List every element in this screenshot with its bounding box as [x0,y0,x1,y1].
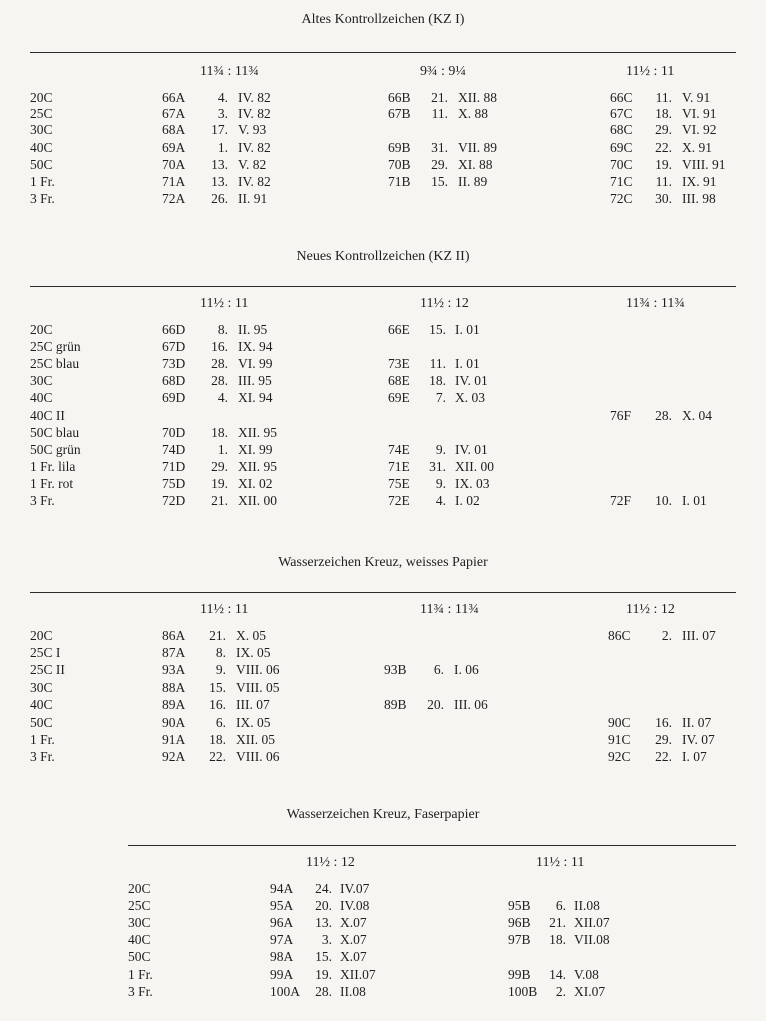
catalog-number: 68E [388,373,410,388]
issue-day: 3. [217,106,228,121]
catalog-number: 72C [610,191,633,206]
catalog-number: 98A [270,949,294,964]
issue-day: 9. [215,662,226,677]
issue-day: 15. [429,322,446,337]
denomination-label: 1 Fr. rot [30,476,74,491]
issue-month-year: XII. 05 [236,732,275,747]
issue-day: 8. [215,645,226,660]
issue-month-year: XI. 02 [238,476,273,491]
catalog-number: 74D [162,442,186,457]
issue-month-year: X. 03 [455,390,485,405]
catalog-number: 69A [162,140,186,155]
perforation-header: 11¾ : 11¾ [420,602,479,617]
denomination-label: 1 Fr. [30,732,55,747]
issue-month-year: X.07 [340,932,367,947]
section-rule [30,286,736,287]
issue-month-year: V. 93 [238,122,267,137]
issue-day: 14. [549,967,566,982]
issue-month-year: X. 04 [682,408,712,423]
issue-day: 15. [315,949,332,964]
issue-month-year: II. 89 [458,174,488,189]
catalog-number: 96B [508,915,531,930]
issue-month-year: I. 07 [682,749,707,764]
issue-day: 11. [655,90,672,105]
catalog-number: 68A [162,122,186,137]
catalog-number: 73D [162,356,186,371]
issue-day: 21. [211,493,228,508]
catalog-number: 90C [608,715,631,730]
issue-month-year: I. 01 [682,493,707,508]
denomination-label: 30C [128,915,151,930]
issue-month-year: XI. 88 [458,157,493,172]
catalog-number: 71A [162,174,186,189]
issue-day: 2. [555,984,566,999]
catalog-number: 66C [610,90,633,105]
issue-day: 7. [435,390,446,405]
section-rule [128,845,736,846]
issue-day: 4. [435,493,446,508]
issue-month-year: VIII. 06 [236,749,280,764]
denomination-label: 25C blau [30,356,80,371]
issue-day: 8. [217,322,228,337]
issue-day: 6. [555,898,566,913]
issue-day: 9. [435,476,446,491]
issue-month-year: II.08 [340,984,366,999]
catalog-number: 75D [162,476,186,491]
issue-day: 6. [433,662,444,677]
catalog-number: 71E [388,459,410,474]
denomination-label: 20C [128,881,151,896]
issue-month-year: IX. 05 [236,645,271,660]
catalog-number: 93B [384,662,407,677]
catalog-number: 92C [608,749,631,764]
issue-month-year: X. 88 [458,106,488,121]
catalog-number: 100B [508,984,538,999]
issue-month-year: XII.07 [340,967,376,982]
issue-day: 26. [211,191,228,206]
issue-day: 16. [655,715,672,730]
issue-month-year: IV.07 [340,881,370,896]
denomination-label: 20C [30,322,53,337]
issue-month-year: IV. 07 [682,732,715,747]
issue-day: 18. [209,732,226,747]
issue-month-year: IV. 01 [455,373,488,388]
issue-day: 11. [655,174,672,189]
issue-day: 29. [211,459,228,474]
issue-month-year: I. 01 [455,356,480,371]
catalog-number: 87A [162,645,186,660]
issue-day: 18. [211,425,228,440]
catalog-number: 70D [162,425,186,440]
section-rule [30,592,736,593]
catalog-number: 100A [270,984,300,999]
denomination-label: 3 Fr. [30,191,55,206]
issue-day: 15. [431,174,448,189]
issue-day: 13. [315,915,332,930]
denomination-label: 40C [128,932,151,947]
catalog-number: 71C [610,174,633,189]
catalog-number: 73E [388,356,410,371]
issue-day: 31. [429,459,446,474]
denomination-label: 50C [128,949,151,964]
catalog-number: 70A [162,157,186,172]
issue-month-year: II. 91 [238,191,268,206]
perforation-header: 11½ : 11 [200,296,249,311]
issue-month-year: XII. 88 [458,90,497,105]
denomination-label: 3 Fr. [30,493,55,508]
issue-month-year: VII.08 [574,932,610,947]
denomination-label: 30C [30,680,53,695]
issue-month-year: I. 01 [455,322,480,337]
catalog-number: 71B [388,174,411,189]
issue-month-year: IV. 01 [455,442,488,457]
catalog-number: 89B [384,697,407,712]
issue-month-year: I. 02 [455,493,480,508]
section-title: Wasserzeichen Kreuz, weisses Papier [278,555,488,570]
catalog-number: 99A [270,967,294,982]
catalog-number: 76F [610,408,632,423]
issue-day: 9. [435,442,446,457]
issue-month-year: IV. 82 [238,140,271,155]
perforation-header: 11¾ : 11¾ [200,64,259,79]
issue-day: 19. [211,476,228,491]
issue-day: 28. [211,373,228,388]
issue-day: 16. [209,697,226,712]
issue-month-year: XI. 99 [238,442,273,457]
catalog-number: 74E [388,442,410,457]
catalog-number: 86C [608,628,631,643]
catalog-number: 97A [270,932,294,947]
catalog-number: 88A [162,680,186,695]
issue-day: 16. [211,339,228,354]
issue-month-year: IV. 82 [238,106,271,121]
issue-day: 4. [217,390,228,405]
issue-day: 6. [215,715,226,730]
catalog-number: 70C [610,157,633,172]
issue-month-year: VI. 99 [238,356,273,371]
denomination-label: 25C II [30,662,65,677]
issue-month-year: X.07 [340,915,367,930]
section-rule [30,52,736,53]
issue-month-year: IX. 05 [236,715,271,730]
issue-day: 13. [211,174,228,189]
issue-day: 21. [431,90,448,105]
issue-day: 20. [315,898,332,913]
catalog-number: 95B [508,898,531,913]
issue-month-year: XII. 95 [238,459,277,474]
issue-day: 20. [427,697,444,712]
catalog-number: 96A [270,915,294,930]
issue-day: 22. [655,749,672,764]
issue-day: 11. [429,356,446,371]
issue-day: 18. [549,932,566,947]
catalog-number: 90A [162,715,186,730]
issue-day: 29. [655,122,672,137]
issue-month-year: XI. 94 [238,390,273,405]
perforation-header: 11½ : 11 [626,64,675,79]
issue-day: 13. [211,157,228,172]
section-title: Neues Kontrollzeichen (KZ II) [296,249,470,264]
issue-month-year: II. 95 [238,322,268,337]
catalog-number: 67B [388,106,411,121]
catalog-number: 66B [388,90,411,105]
denomination-label: 30C [30,373,53,388]
issue-month-year: IV. 82 [238,90,271,105]
issue-month-year: II.08 [574,898,600,913]
catalog-number: 69D [162,390,186,405]
issue-month-year: XII. 00 [455,459,494,474]
issue-month-year: IX. 03 [455,476,490,491]
denomination-label: 25C [128,898,151,913]
issue-month-year: III. 07 [236,697,270,712]
issue-day: 30. [655,191,672,206]
issue-day: 31. [431,140,448,155]
issue-month-year: III. 06 [454,697,488,712]
section-title: Altes Kontrollzeichen (KZ I) [301,12,465,27]
catalog-number: 66A [162,90,186,105]
issue-day: 28. [315,984,332,999]
catalog-number: 94A [270,881,294,896]
issue-day: 29. [655,732,672,747]
catalog-number: 72D [162,493,186,508]
catalog-number: 97B [508,932,531,947]
issue-day: 3. [321,932,332,947]
denomination-label: 20C [30,628,53,643]
issue-day: 28. [655,408,672,423]
denomination-label: 1 Fr. [128,967,153,982]
denomination-label: 3 Fr. [128,984,153,999]
denomination-label: 1 Fr. lila [30,459,76,474]
denomination-label: 50C blau [30,425,80,440]
catalog-number: 91A [162,732,186,747]
catalog-number: 66D [162,322,186,337]
denomination-label: 40C [30,697,53,712]
denomination-label: 25C grün [30,339,81,354]
issue-day: 1. [217,140,228,155]
perforation-header: 11½ : 11 [200,602,249,617]
catalog-number: 67A [162,106,186,121]
issue-month-year: XII.07 [574,915,610,930]
denomination-label: 3 Fr. [30,749,55,764]
issue-day: 29. [431,157,448,172]
catalog-number: 66E [388,322,410,337]
issue-month-year: IV.08 [340,898,370,913]
catalog-number: 95A [270,898,294,913]
issue-day: 18. [655,106,672,121]
issue-month-year: X.07 [340,949,367,964]
issue-month-year: VI. 92 [682,122,717,137]
issue-month-year: III. 95 [238,373,272,388]
issue-day: 17. [211,122,228,137]
catalog-number: 86A [162,628,186,643]
perforation-header: 11½ : 12 [306,855,355,870]
issue-month-year: VIII. 91 [682,157,726,172]
issue-day: 10. [655,493,672,508]
catalog-number: 68C [610,122,633,137]
issue-month-year: XII. 95 [238,425,277,440]
catalog-number: 91C [608,732,631,747]
issue-month-year: VI. 91 [682,106,717,121]
catalog-number: 69B [388,140,411,155]
denomination-label: 50C [30,715,53,730]
perforation-header: 11½ : 12 [626,602,675,617]
issue-month-year: V.08 [574,967,599,982]
catalog-number: 71D [162,459,186,474]
catalog-number: 93A [162,662,186,677]
issue-month-year: XII. 00 [238,493,277,508]
perforation-header: 11¾ : 11¾ [626,296,685,311]
denomination-label: 40C [30,140,53,155]
catalog-number: 72A [162,191,186,206]
issue-month-year: II. 07 [682,715,712,730]
issue-day: 21. [549,915,566,930]
issue-month-year: X. 91 [682,140,712,155]
denomination-label: 50C [30,157,53,172]
issue-day: 28. [211,356,228,371]
catalog-number: 67C [610,106,633,121]
issue-day: 4. [217,90,228,105]
catalog-number: 68D [162,373,186,388]
denomination-label: 20C [30,90,53,105]
issue-month-year: VII. 89 [458,140,497,155]
catalog-number: 69C [610,140,633,155]
catalog-number: 89A [162,697,186,712]
perforation-header: 9¾ : 9¼ [420,64,466,79]
catalog-number: 69E [388,390,410,405]
section-title: Wasserzeichen Kreuz, Faserpapier [286,807,480,822]
catalog-number: 92A [162,749,186,764]
issue-day: 11. [431,106,448,121]
issue-month-year: III. 98 [682,191,716,206]
issue-day: 15. [209,680,226,695]
catalog-number: 72F [610,493,632,508]
denomination-label: 40C II [30,408,65,423]
denomination-label: 25C I [30,645,61,660]
issue-month-year: VIII. 06 [236,662,280,677]
denomination-label: 30C [30,122,53,137]
perforation-header: 11½ : 11 [536,855,585,870]
issue-day: 19. [655,157,672,172]
issue-day: 21. [209,628,226,643]
issue-day: 22. [655,140,672,155]
issue-month-year: III. 07 [682,628,716,643]
catalog-number: 70B [388,157,411,172]
issue-month-year: VIII. 05 [236,680,280,695]
catalog-number: 99B [508,967,531,982]
issue-month-year: IX. 91 [682,174,717,189]
denomination-label: 25C [30,106,53,121]
denomination-label: 50C grün [30,442,81,457]
issue-day: 1. [217,442,228,457]
issue-month-year: IX. 94 [238,339,273,354]
issue-month-year: XI.07 [574,984,606,999]
perforation-header: 11½ : 12 [420,296,469,311]
catalog-number: 67D [162,339,186,354]
issue-day: 2. [661,628,672,643]
catalog-number: 75E [388,476,410,491]
denomination-label: 40C [30,390,53,405]
catalog-number: 72E [388,493,410,508]
issue-month-year: IV. 82 [238,174,271,189]
issue-day: 24. [315,881,332,896]
issue-day: 18. [429,373,446,388]
issue-day: 19. [315,967,332,982]
issue-month-year: V. 82 [238,157,267,172]
issue-month-year: V. 91 [682,90,711,105]
denomination-label: 1 Fr. [30,174,55,189]
issue-month-year: I. 06 [454,662,479,677]
issue-day: 22. [209,749,226,764]
issue-month-year: X. 05 [236,628,266,643]
